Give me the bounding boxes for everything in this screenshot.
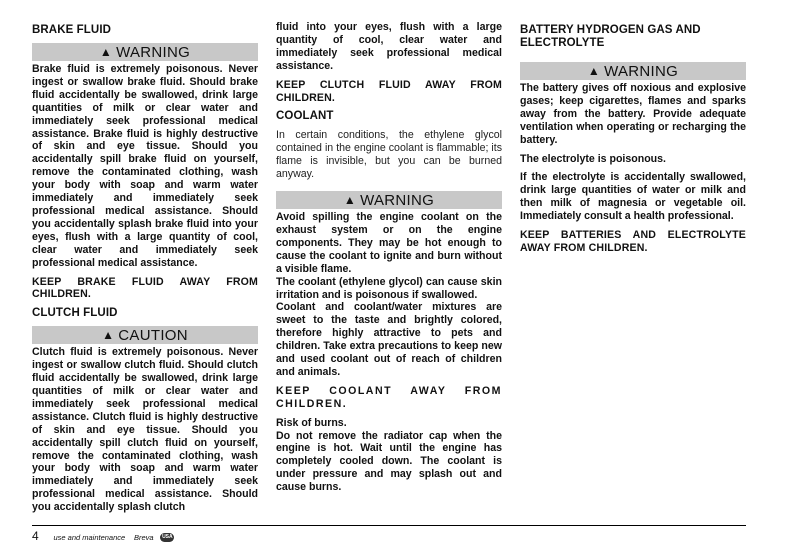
radiator-cap-text: Do not remove the radiator cap when the engine is hot. Wait until the engine has completely cooled down. The coolant is under pressure and may splash out and cause burns. [276,429,502,494]
risk-of-burns-text: Risk of burns. [276,416,347,429]
warning-triangle-icon: ▲ [587,64,601,78]
page-number: 4 [32,529,39,543]
clutch-continued-text: fluid into your eyes, flush with a large quantity of cool, clear water and immediately seek professional medical assistance. [276,21,502,72]
warning-triangle-icon: ▲ [343,193,357,208]
manual-label: use and maintenance [53,533,126,542]
column-left [32,24,258,520]
coolant-warning-text-1: Avoid spilling the engine coolant on the exhaust system or on the engine components. They may be hot enough to cause the coolant to ignite and burn without a visible flame. [276,211,502,275]
brake-warning-text: Brake fluid is extremely poisonous. Never ingest or swallow brake fluid. Should brake fluid accidentally be swallowed, drink large quantities of milk or clear water and immediately seek professional medical assistance. Brake fluid is highly destructive of skin and eye tissue. Should you accidentally spill brake fluid on yourself, remove the contaminated clothing, wash your body with soap and warm water immediately and immediately seek professional medical assistance. Should you accidentally splash brake fluid into your eyes, flush with a large quantity of cool, clear water and immediately seek professional medical assistance. [32,63,258,269]
battery-warning-text: The battery gives off noxious and explosive gases; keep cigarettes, flames and sparks away from the battery. Provide adequate ventilation when operating or recharging the battery. [520,82,746,146]
footer-divider [32,525,746,526]
warning-banner-battery [520,62,746,80]
keep-coolant-text: KEEP COOLANT AWAY FROM CHILDREN. [276,384,502,410]
keep-brake-fluid-text: KEEP BRAKE FLUID AWAY FROM CHILDREN. [32,275,258,301]
heading-clutch-fluid: CLUTCH FLUID [32,307,118,320]
usa-badge: USA [162,533,173,540]
keep-batteries-text: KEEP BATTERIES AND ELECTROLYTE AWAY FROM CHILDREN. [520,229,746,254]
column-middle [276,21,502,500]
electrolyte-poison-text: The electrolyte is poisonous. [520,152,666,165]
warning-triangle-icon: ▲ [99,45,113,59]
coolant-intro-text: In certain conditions, the ethylene glycol contained in the engine coolant is flammable; its flame is invisible, but you can be burned anyway. [276,129,502,181]
heading-battery: BATTERY HYDROGEN GAS AND ELECTROLYTE [520,24,701,49]
caution-triangle-icon: ▲ [102,328,115,343]
model-name: Breva [133,533,154,542]
heading-coolant: COOLANT [276,110,334,123]
warning-label: WARNING [116,44,191,61]
heading-brake-fluid: BRAKE FLUID [32,24,112,36]
warning-label: WARNING [604,63,679,80]
warning-banner [32,43,258,61]
keep-clutch-fluid-text: KEEP CLUTCH FLUID AWAY FROM CHILDREN. [276,78,502,104]
coolant-warning-text-3: Coolant and coolant/water mixtures are sweet to the taste and brightly colored, therefore highly attractive to pets and children. Take extra precautions to keep new and used coolant out of reach of children and animals. [276,301,502,378]
warning-label: WARNING [360,192,435,210]
caution-banner [32,326,258,344]
coolant-warning-text-2: The coolant (ethylene glycol) can cause skin irritation and is poisonous if swallowed. [276,275,502,301]
page-footer [32,530,174,544]
clutch-caution-text: Clutch fluid is extremely poisonous. Never ingest or swallow clutch fluid. Should clutch fluid accidentally be swallowed, drink large quantities of milk or clear water and immediately seek professional medical assistance. Clutch fluid is highly destructive of skin and eye tissue. Should you accidentally spill clutch fluid on yourself, remove the contaminated clothing, wash your body with soap and warm water immediately and immediately seek professional medical assistance. Should you accidentally splash clutch [32,346,258,514]
electrolyte-swallow-text: If the electrolyte is accidentally swallowed, drink large quantities of water or milk and then milk of magnesia or vegetable oil. Immediately consult a health professional. [520,171,746,223]
warning-banner-coolant [276,191,502,209]
caution-label: CAUTION [118,327,188,345]
column-right [520,24,746,261]
